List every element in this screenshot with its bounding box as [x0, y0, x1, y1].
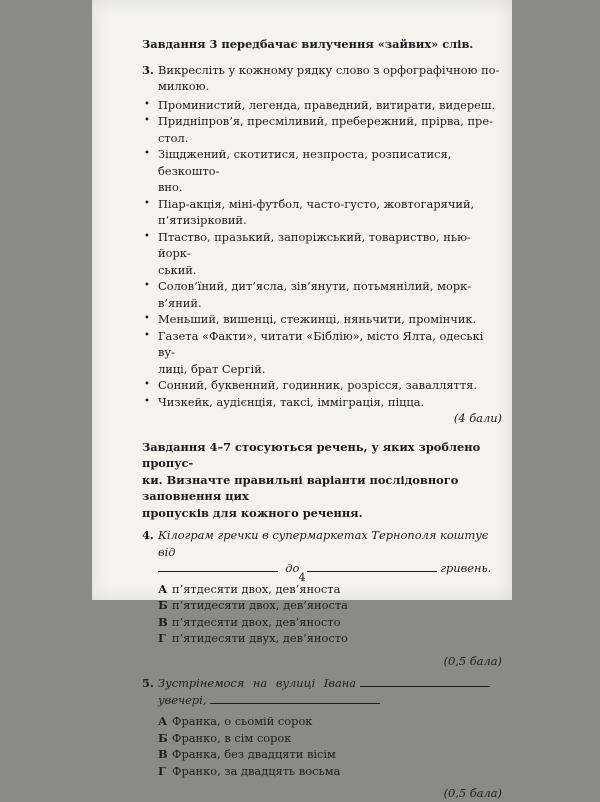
- task3-intro: Завдання 3 передбачає вилучення «зайвих» слів.: [142, 37, 474, 51]
- task47-intro: [142, 439, 502, 522]
- list-item: [142, 394, 502, 411]
- question-text: Зустрінемося на вулиці Івана: [158, 676, 357, 690]
- list-item: [142, 328, 502, 378]
- answer-option: [142, 614, 502, 631]
- option-letter: В: [158, 747, 168, 761]
- task47-intro-line-1: Завдання 4–7 стосуються речень, у яких зроблено пропус-: [142, 439, 481, 470]
- question-5: [142, 675, 502, 708]
- list-item-line: • Меньший, вишенці, стежинці, няньчити, промінчик.: [158, 312, 477, 326]
- book-page: [92, 0, 512, 800]
- question-number: 4.: [142, 528, 154, 542]
- list-item: [142, 196, 502, 229]
- list-item-line: • Піар-акція, міні-футбол, часто-густо, жовтогарячий,: [158, 196, 475, 211]
- list-item-line: вно.: [158, 180, 183, 194]
- option-letter: А: [158, 714, 168, 728]
- question-4-score: (0,5 бала): [443, 653, 502, 668]
- question-text-line-2: [158, 692, 502, 709]
- question-number: 5.: [142, 676, 154, 690]
- option-text: Франка, без двадцяти вісім: [172, 747, 336, 761]
- answer-options: [142, 713, 502, 779]
- option-letter: А: [158, 581, 168, 596]
- answer-option: [142, 630, 502, 647]
- question-3: [142, 62, 502, 95]
- task3-score: (4 бали): [453, 411, 502, 425]
- list-item: [142, 229, 502, 279]
- question-5-score: (0,5 бала): [443, 786, 502, 800]
- option-letter: Г: [158, 631, 166, 645]
- list-item-line: • Сонний, буквенний, годинник, розрісся, завалляття.: [158, 378, 477, 392]
- question-text: увечері,: [158, 692, 207, 707]
- list-item-line: • Чизкейк, аудієнція, таксі, імміграція, піцца.: [158, 394, 425, 409]
- word-do: до: [285, 561, 300, 575]
- list-item-line: • Газета «Факти», читати «Біблію», місто Ялта, одеські ву-: [158, 328, 484, 359]
- list-item: [142, 278, 502, 311]
- answer-options: [142, 581, 502, 647]
- question-number: 3.: [142, 62, 154, 77]
- option-letter: Г: [158, 763, 166, 778]
- list-item-line: ський.: [158, 262, 197, 277]
- option-text: Франко, в сім сорок: [172, 730, 292, 745]
- list-item-line: п’ятизірковий.: [158, 213, 247, 227]
- blank-line: [360, 675, 490, 687]
- word-end: гривень.: [440, 561, 492, 575]
- list-item-line: • Зіщджений, скотитися, незпроста, розписатися, безкошто-: [158, 147, 452, 178]
- option-text: п’ятидесяти двох, дев’яноста: [172, 598, 348, 612]
- list-item-line: • Солов’їний, дит’ясла, зів’янути, потьмянілий, морк-: [158, 279, 472, 293]
- answer-option: [142, 597, 502, 614]
- blank-line: [210, 692, 380, 704]
- list-item-line: лиці, брат Сергій.: [158, 361, 266, 376]
- page-content: [142, 36, 502, 802]
- answer-option: [142, 713, 502, 730]
- answer-option: [142, 763, 502, 780]
- option-text: Франка, о сьомій сорок: [172, 714, 313, 728]
- task47-intro-line-2: ки. Визначте правильні варіанти послідовного заповнення цих: [142, 472, 459, 503]
- answer-option: [142, 746, 502, 763]
- option-letter: Б: [158, 730, 168, 745]
- list-item-line: стол.: [158, 130, 189, 145]
- question-text-line-2: милкою.: [158, 79, 210, 93]
- list-item-line: • Проминистий, легенда, праведний, витирати, видереш.: [158, 97, 496, 112]
- list-item-line: • Птаство, празький, запоріжський, товариство, нью-йорк-: [158, 229, 471, 260]
- list-item: [142, 113, 502, 146]
- answer-option: [142, 730, 502, 747]
- option-text: п’ятдесяти двох, дев’яноста: [172, 581, 341, 596]
- option-letter: В: [158, 614, 168, 629]
- option-text: Франко, за двадцять восьма: [172, 763, 341, 778]
- page-number: 4: [298, 571, 306, 584]
- list-item-line: • Придніпров’я, пресміливий, пребережний, прірва, пре-: [158, 114, 493, 128]
- question-text-line-1: Кілограм гречки в супермаркетах Тернополя коштує від: [158, 528, 489, 559]
- list-item: [142, 146, 502, 196]
- list-item-line: в’яний.: [158, 295, 202, 310]
- option-text: п’ятдесяти двох, дев’яносто: [172, 614, 341, 629]
- list-item: [142, 97, 502, 114]
- word-list: [142, 97, 502, 411]
- question-text-line-1: [158, 675, 502, 692]
- option-letter: Б: [158, 598, 168, 612]
- question-text-line-1: Викресліть у кожному рядку слово з орфографічною по-: [158, 62, 500, 77]
- list-item: [142, 311, 502, 328]
- task47-intro-line-3: пропусків для кожного речення.: [142, 505, 363, 520]
- option-text: п’ятидесяти двух, дев’яносто: [172, 631, 348, 645]
- list-item: [142, 377, 502, 394]
